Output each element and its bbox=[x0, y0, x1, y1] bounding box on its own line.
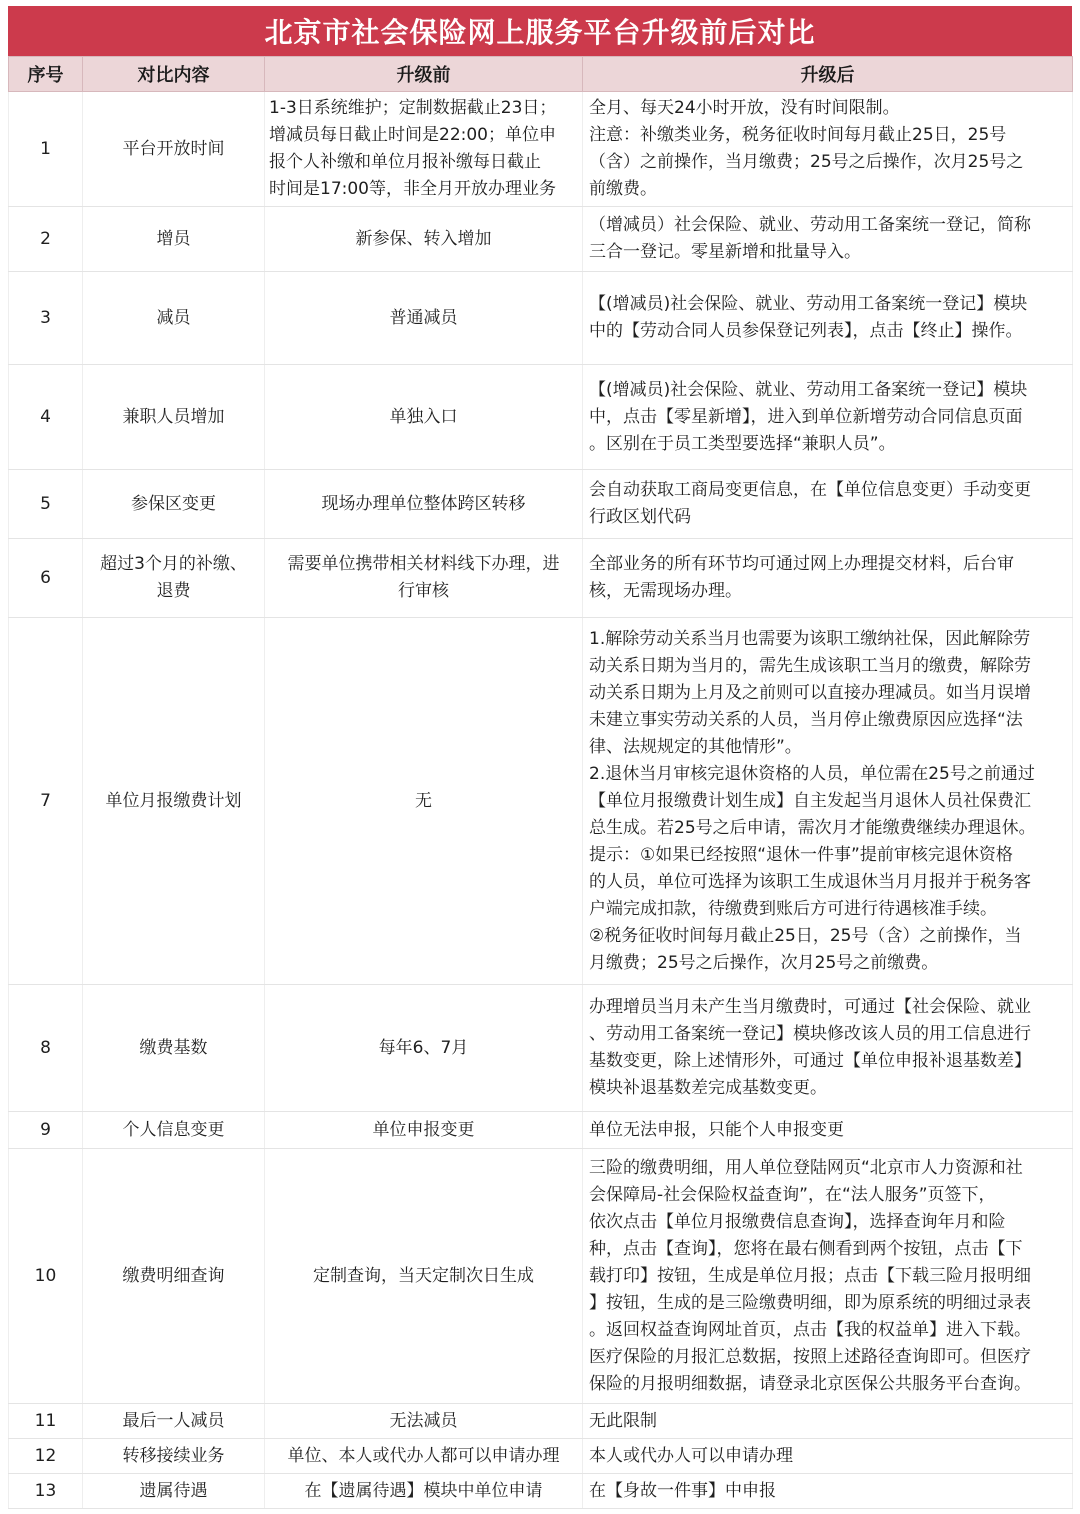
before-line: 单独入口 bbox=[389, 406, 458, 427]
row-after bbox=[583, 1474, 1073, 1509]
comparison-table bbox=[8, 56, 1073, 1509]
row-number: 8 bbox=[9, 985, 83, 1112]
before-line: 1-3日系统维护；定制数据截止23日； bbox=[269, 98, 557, 118]
table-row bbox=[9, 272, 1073, 365]
row-number: 9 bbox=[9, 1112, 83, 1149]
after-line: 种，点击【查询】，您将在最右侧看到两个按钮，点击【下 bbox=[589, 1238, 1023, 1259]
after-line: 【(增减员)社会保险、就业、劳动用工备案统一登记】模块 bbox=[589, 294, 1028, 314]
after-line: 三险的缴费明细，用人单位登陆网页“北京市人力资源和社 bbox=[589, 1157, 1023, 1178]
after-line: 动关系日期为当月的，需先生成该职工当月的缴费，解除劳 bbox=[589, 655, 1031, 676]
table-row bbox=[9, 470, 1073, 539]
before-line: 每年6、7月 bbox=[378, 1037, 469, 1058]
after-line: 本人或代办人可以申请办理 bbox=[589, 1445, 793, 1466]
row-before bbox=[265, 618, 583, 985]
table-row bbox=[9, 92, 1073, 207]
after-line: 单位无法申报，只能个人申报变更 bbox=[589, 1119, 844, 1140]
table-row bbox=[9, 207, 1073, 272]
row-after bbox=[583, 539, 1073, 618]
row-after bbox=[583, 1439, 1073, 1474]
after-line: 的人员，单位可选择为该职工生成退休当月月报并于税务客 bbox=[589, 871, 1031, 892]
before-line: 现场办理单位整体跨区转移 bbox=[321, 493, 526, 514]
after-line: 总生成。若25号之后申请，需次月才能缴费继续办理退休。 bbox=[589, 817, 1036, 838]
before-line: 无法减员 bbox=[389, 1410, 458, 1431]
row-before bbox=[265, 1112, 583, 1149]
before-line: 时间是17:00等，非全月开放办理业务 bbox=[269, 179, 556, 199]
after-line: 基数变更，除上述情形外，可通过【单位申报补退基数差】 bbox=[589, 1051, 1031, 1071]
table-row bbox=[9, 618, 1073, 985]
row-before bbox=[265, 1474, 583, 1509]
before-line: 定制查询，当天定制次日生成 bbox=[313, 1265, 534, 1286]
row-before bbox=[265, 92, 583, 207]
row-before bbox=[265, 539, 583, 618]
row-after bbox=[583, 207, 1073, 272]
row-number: 1 bbox=[9, 92, 83, 207]
after-line: 保险的月报明细数据，请登录北京医保公共服务平台查询。 bbox=[589, 1373, 1031, 1394]
after-line: 未建立事实劳动关系的人员，当月停止缴费原因应选择“法 bbox=[589, 709, 1023, 730]
after-line: 载打印】按钮，生成是单位月报；点击【下载三险月报明细 bbox=[589, 1265, 1031, 1286]
after-line: 三合一登记。零星新增和批量导入。 bbox=[589, 242, 861, 262]
row-number: 2 bbox=[9, 207, 83, 272]
row-before bbox=[265, 365, 583, 470]
table-row bbox=[9, 1474, 1073, 1509]
after-line: 【单位月报缴费计划生成】自主发起当月退休人员社保费汇 bbox=[589, 790, 1031, 811]
before-line: 需要单位携带相关材料线下办理，进 bbox=[287, 554, 560, 574]
row-after bbox=[583, 470, 1073, 539]
row-after bbox=[583, 985, 1073, 1112]
table-row bbox=[9, 1149, 1073, 1404]
after-line: 【(增减员)社会保险、就业、劳动用工备案统一登记】模块 bbox=[589, 379, 1028, 400]
row-before bbox=[265, 272, 583, 365]
row-after bbox=[583, 365, 1073, 470]
row-before bbox=[265, 1149, 583, 1404]
row-item: 遗属待遇 bbox=[83, 1474, 265, 1509]
row-item: 平台开放时间 bbox=[83, 92, 265, 207]
table-row bbox=[9, 985, 1073, 1112]
header-after: 升级后 bbox=[583, 57, 1073, 92]
page-title: 北京市社会保险网上服务平台升级前后对比 bbox=[8, 6, 1072, 56]
after-line: 2.退休当月审核完退休资格的人员，单位需在25号之前通过 bbox=[589, 763, 1035, 784]
row-number: 5 bbox=[9, 470, 83, 539]
row-after bbox=[583, 1112, 1073, 1149]
row-item: 缴费基数 bbox=[83, 985, 265, 1112]
before-line: 增减员每日截止时间是22:00；单位申 bbox=[269, 125, 556, 145]
table-row bbox=[9, 1439, 1073, 1474]
after-line: （增减员）社会保险、就业、劳动用工备案统一登记，简称 bbox=[589, 215, 1031, 235]
row-after bbox=[583, 1149, 1073, 1404]
header-item: 对比内容 bbox=[83, 57, 265, 92]
before-line: 在【遗属待遇】模块中单位申请 bbox=[304, 1480, 543, 1501]
row-item: 参保区变更 bbox=[83, 470, 265, 539]
after-line: 会保障局-社会保险权益查询”，在“法人服务”页签下， bbox=[589, 1184, 996, 1205]
table-row bbox=[9, 1112, 1073, 1149]
row-item: 兼职人员增加 bbox=[83, 365, 265, 470]
after-line: 。区别在于员工类型要选择“兼职人员”。 bbox=[589, 433, 896, 454]
row-number: 6 bbox=[9, 539, 83, 618]
table-row bbox=[9, 1404, 1073, 1439]
after-line: 中，点击【零星新增】，进入到单位新增劳动合同信息页面 bbox=[589, 406, 1023, 427]
after-line: 1.解除劳动关系当月也需要为该职工缴纳社保，因此解除劳 bbox=[589, 628, 1031, 649]
row-number: 4 bbox=[9, 365, 83, 470]
row-number: 10 bbox=[9, 1149, 83, 1404]
after-line: 全部业务的所有环节均可通过网上办理提交材料，后台审 bbox=[589, 554, 1014, 574]
after-line: 、劳动用工备案统一登记】模块修改该人员的用工信息进行 bbox=[589, 1024, 1031, 1044]
after-line: 核，无需现场办理。 bbox=[589, 581, 742, 601]
row-item-line: 超过3个月的补缴、 bbox=[100, 554, 247, 574]
table-row bbox=[9, 539, 1073, 618]
before-line: 普通减员 bbox=[389, 307, 458, 328]
after-line: 办理增员当月未产生当月缴费时，可通过【社会保险、就业 bbox=[589, 997, 1031, 1017]
table-row bbox=[9, 365, 1073, 470]
row-item: 最后一人减员 bbox=[83, 1404, 265, 1439]
after-line: 在【身故一件事】中申报 bbox=[589, 1480, 776, 1501]
row-number: 7 bbox=[9, 618, 83, 985]
after-line: 全月、每天24小时开放，没有时间限制。 bbox=[589, 98, 900, 118]
row-item: 个人信息变更 bbox=[83, 1112, 265, 1149]
before-line: 单位申报变更 bbox=[372, 1119, 475, 1140]
after-line: 提示：①如果已经按照“退休一件事”提前审核完退休资格 bbox=[589, 844, 1013, 865]
row-after bbox=[583, 272, 1073, 365]
before-line: 无 bbox=[415, 790, 432, 811]
after-line: 会自动获取工商局变更信息，在【单位信息变更）手动变更 bbox=[589, 480, 1031, 500]
row-after bbox=[583, 92, 1073, 207]
after-line: ②税务征收时间每月截止25日，25号（含）之前操作，当 bbox=[589, 925, 1022, 946]
row-before bbox=[265, 1439, 583, 1474]
row-item bbox=[83, 539, 265, 618]
after-line: 模块补退基数差完成基数变更。 bbox=[589, 1078, 827, 1098]
before-line: 报个人补缴和单位月报补缴每日截止 bbox=[269, 152, 541, 172]
row-number: 13 bbox=[9, 1474, 83, 1509]
row-number: 3 bbox=[9, 272, 83, 365]
row-item-line: 退费 bbox=[156, 581, 191, 601]
row-item: 单位月报缴费计划 bbox=[83, 618, 265, 985]
after-line: 】按钮，生成的是三险缴费明细，即为原系统的明细过录表 bbox=[589, 1292, 1031, 1313]
header-before: 升级前 bbox=[265, 57, 583, 92]
row-item: 减员 bbox=[83, 272, 265, 365]
row-after bbox=[583, 1404, 1073, 1439]
after-line: 无此限制 bbox=[589, 1410, 657, 1431]
table-body bbox=[9, 92, 1073, 1509]
after-line: （含）之前操作，当月缴费；25号之后操作，次月25号之 bbox=[589, 152, 1024, 172]
after-line: 中的【劳动合同人员参保登记列表】，点击【终止】操作。 bbox=[589, 321, 1023, 341]
table-header-row bbox=[9, 57, 1073, 92]
row-item: 缴费明细查询 bbox=[83, 1149, 265, 1404]
after-line: 前缴费。 bbox=[589, 179, 657, 199]
header-number: 序号 bbox=[9, 57, 83, 92]
row-item: 转移接续业务 bbox=[83, 1439, 265, 1474]
after-line: 医疗保险的月报汇总数据，按照上述路径查询即可。但医疗 bbox=[589, 1346, 1031, 1367]
before-line: 行审核 bbox=[398, 581, 449, 601]
after-line: 月缴费；25号之后操作，次月25号之前缴费。 bbox=[589, 952, 939, 973]
row-before bbox=[265, 207, 583, 272]
after-line: 依次点击【单位月报缴费信息查询】，选择查询年月和险 bbox=[589, 1211, 1006, 1232]
after-line: 行政区划代码 bbox=[589, 507, 691, 527]
row-item: 增员 bbox=[83, 207, 265, 272]
after-line: 户端完成扣款，待缴费到账后方可进行待遇核准手续。 bbox=[589, 898, 997, 919]
before-line: 单位、本人或代办人都可以申请办理 bbox=[287, 1445, 560, 1466]
row-after bbox=[583, 618, 1073, 985]
after-line: 律、法规规定的其他情形”。 bbox=[589, 736, 802, 757]
row-before bbox=[265, 1404, 583, 1439]
after-line: 动关系日期为上月及之前则可以直接办理减员。如当月误增 bbox=[589, 682, 1031, 703]
before-line: 新参保、转入增加 bbox=[355, 228, 492, 249]
row-number: 12 bbox=[9, 1439, 83, 1474]
row-number: 11 bbox=[9, 1404, 83, 1439]
after-line: 注意：补缴类业务，税务征收时间每月截止25日，25号 bbox=[589, 125, 1007, 145]
row-before bbox=[265, 470, 583, 539]
after-line: 。返回权益查询网址首页，点击【我的权益单】进入下载。 bbox=[589, 1319, 1031, 1340]
row-before bbox=[265, 985, 583, 1112]
